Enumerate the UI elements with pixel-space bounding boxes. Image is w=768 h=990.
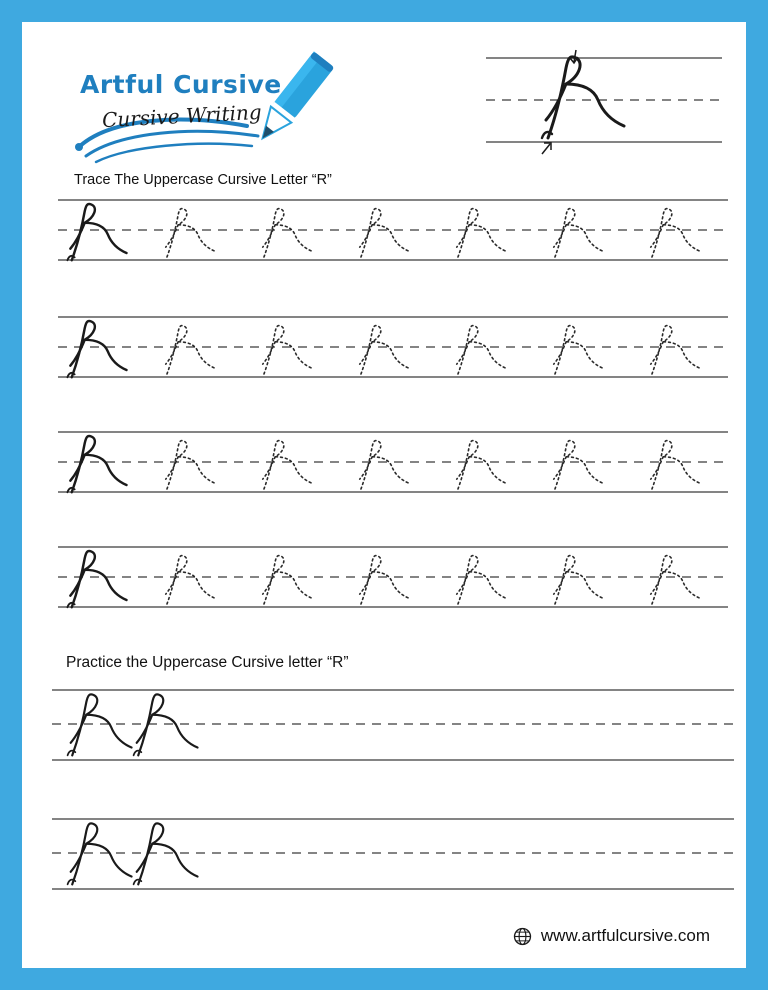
- trace-row: [22, 541, 746, 618]
- trace-letter-dotted: [651, 441, 699, 489]
- practice-letter-R: [68, 694, 132, 755]
- brand-subtitle: Cursive Writing: [101, 99, 263, 133]
- globe-icon: [513, 927, 532, 946]
- brand-title: Artful Cursive: [80, 70, 282, 99]
- trace-letter-solid: [67, 436, 126, 492]
- practice-rows: [22, 672, 746, 904]
- trace-instruction: Trace The Uppercase Cursive Letter “R”: [74, 172, 332, 188]
- trace-letter-solid: [67, 551, 126, 607]
- trace-letter-dotted: [166, 326, 214, 374]
- trace-letter-dotted: [457, 556, 505, 604]
- header: [22, 22, 746, 172]
- trace-letter-dotted: [554, 556, 602, 604]
- trace-letter-dotted: [651, 556, 699, 604]
- sample-ruled-lines: [484, 42, 724, 164]
- practice-letter-R: [134, 694, 198, 755]
- footer-url[interactable]: www.artfulcursive.com: [540, 926, 710, 945]
- trace-letter-dotted: [457, 326, 505, 374]
- pencil-icon: [232, 44, 352, 154]
- trace-letter-dotted: [554, 209, 602, 257]
- trace-letter-dotted: [360, 556, 408, 604]
- trace-letter-solid: [67, 321, 126, 377]
- trace-letter-dotted: [554, 326, 602, 374]
- trace-letter-dotted: [554, 441, 602, 489]
- practice-row: [22, 682, 746, 775]
- trace-row: [22, 311, 746, 388]
- sample-letter-R: [542, 57, 624, 138]
- trace-letter-dotted: [457, 441, 505, 489]
- trace-letter-dotted: [166, 441, 214, 489]
- trace-letter-dotted: [166, 209, 214, 257]
- trace-letter-dotted: [263, 441, 311, 489]
- trace-letter-dotted: [457, 209, 505, 257]
- trace-letter-dotted: [263, 556, 311, 604]
- trace-rows: [22, 194, 746, 618]
- trace-row: [22, 426, 746, 503]
- trace-letter-dotted: [651, 209, 699, 257]
- trace-letter-dotted: [263, 209, 311, 257]
- practice-letter-R: [134, 823, 198, 884]
- trace-letter-dotted: [263, 326, 311, 374]
- arrow-up-icon: [542, 143, 551, 154]
- trace-letter-dotted: [360, 209, 408, 257]
- practice-instruction: Practice the Uppercase Cursive letter “R”: [66, 654, 349, 671]
- trace-letter-dotted: [360, 326, 408, 374]
- letter-sample-box: [484, 42, 724, 164]
- trace-letter-dotted: [360, 441, 408, 489]
- trace-letter-solid: [67, 204, 126, 260]
- practice-row: [22, 811, 746, 904]
- trace-letter-dotted: [651, 326, 699, 374]
- trace-row: [22, 194, 746, 271]
- footer: [513, 926, 710, 946]
- trace-letter-dotted: [166, 556, 214, 604]
- worksheet-page: [22, 22, 746, 968]
- practice-letter-R: [68, 823, 132, 884]
